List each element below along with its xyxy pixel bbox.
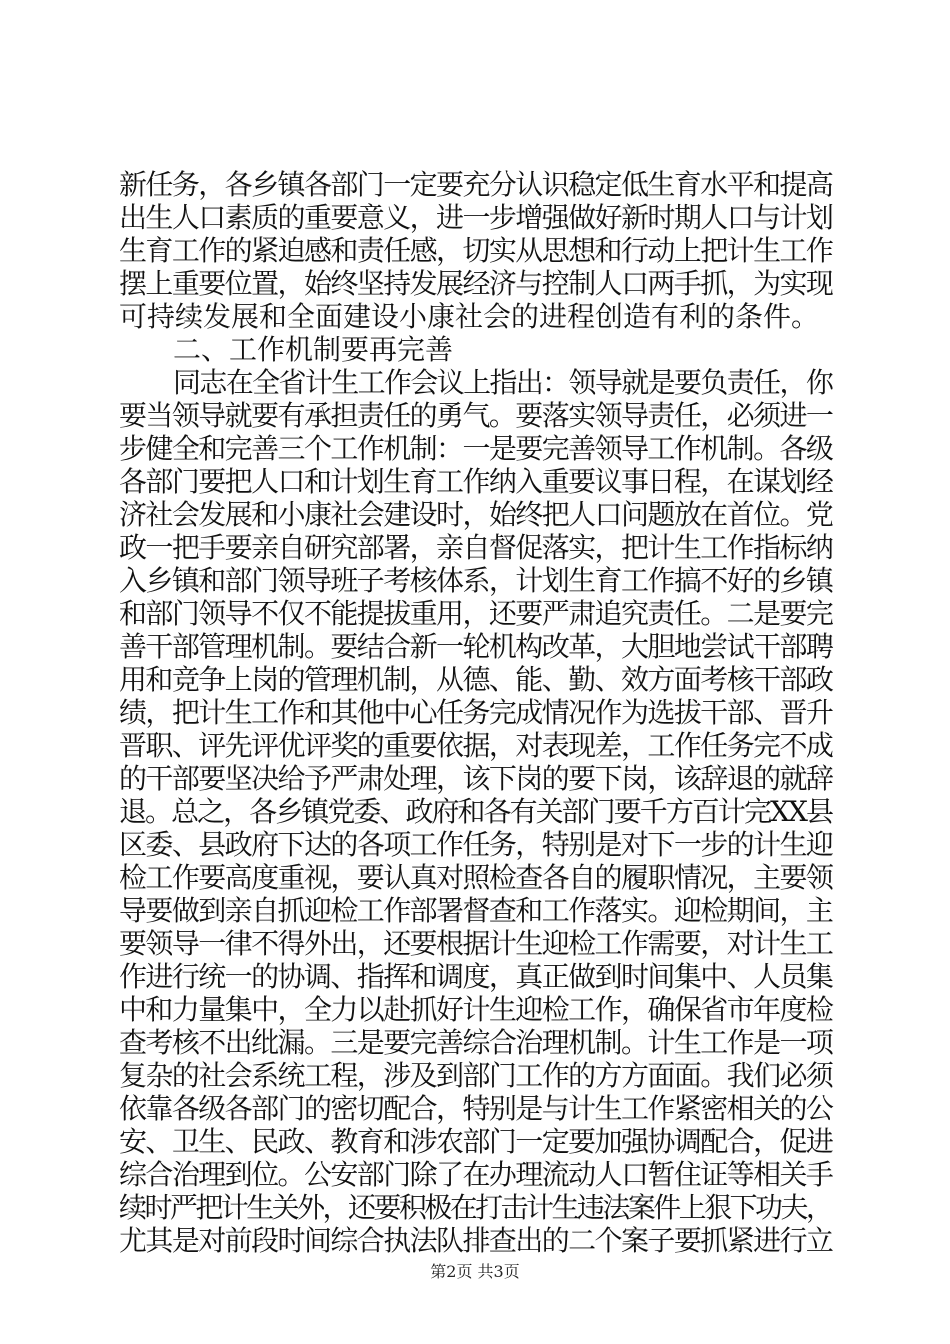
text-line: 依靠各级各部门的密切配合，特别是与计生工作紧密相关的公: [119, 1092, 833, 1125]
text-line: 晋职、评先评优评奖的重要依据，对表现差，工作任务完不成: [119, 729, 833, 762]
text-line: 作进行统一的协调、指挥和调度，真正做到时间集中、人员集: [119, 960, 833, 993]
text-line: 生育工作的紧迫感和责任感，切实从思想和行动上把计生工作: [119, 234, 833, 267]
text-line: 尤其是对前段时间综合执法队排查出的二个案子要抓紧进行立: [119, 1224, 833, 1257]
text-line: 续时严把计生关外，还要积极在打击计生违法案件上狠下功夫，: [119, 1191, 832, 1224]
section-heading: 二、工作机制要再完善: [173, 333, 454, 366]
text-line: 和部门领导不仅不能提拔重用，还要严肃追究责任。二是要完: [119, 597, 833, 630]
text-line: 复杂的社会系统工程，涉及到部门工作的方方面面。我们必须: [119, 1059, 833, 1092]
text-line: 入乡镇和部门领导班子考核体系，计划生育工作搞不好的乡镇: [119, 564, 833, 597]
text-line: 中和力量集中，全力以赴抓好计生迎检工作，确保省市年度检: [119, 993, 833, 1026]
text-line: 导要做到亲自抓迎检工作部署督查和工作落实。迎检期间，主: [119, 894, 833, 927]
text-line: 安、卫生、民政、教育和涉农部门一定要加强协调配合，促进: [119, 1125, 833, 1158]
text-line: 退。总之，各乡镇党委、政府和各有关部门要千方百计完XX县: [119, 795, 832, 828]
text-line: 的干部要坚决给予严肃处理，该下岗的要下岗，该辞退的就辞: [119, 762, 833, 795]
text-line: 区委、县政府下达的各项工作任务，特别是对下一步的计生迎: [119, 828, 833, 861]
text-line: 要当领导就要有承担责任的勇气。要落实领导责任，必须进一: [119, 399, 833, 432]
text-line: 绩，把计生工作和其他中心任务完成情况作为选拔干部、晋升: [119, 696, 833, 729]
text-line: 出生人口素质的重要意义，进一步增强做好新时期人口与计划: [119, 201, 833, 234]
body-text: [119, 168, 834, 1257]
text-line: 政一把手要亲自研究部署，亲自督促落实，把计生工作指标纳: [119, 531, 833, 564]
text-line: 要领导一律不得外出，还要根据计生迎检工作需要，对计生工: [119, 927, 833, 960]
text-line: 济社会发展和小康社会建设时，始终把人口问题放在首位。党: [119, 498, 833, 531]
text-line: 摆上重要位置，始终坚持发展经济与控制人口两手抓，为实现: [119, 267, 833, 300]
text-line: 善干部管理机制。要结合新一轮机构改革，大胆地尝试干部聘: [119, 630, 833, 663]
text-line: 新任务，各乡镇各部门一定要充分认识稳定低生育水平和提高: [119, 168, 833, 201]
text-line: 同志在全省计生工作会议上指出：领导就是要负责任，你: [173, 366, 833, 399]
page-footer: 第2页 共3页: [430, 1262, 520, 1281]
text-line: 可持续发展和全面建设小康社会的进程创造有利的条件。: [119, 300, 820, 333]
text-line: 检工作要高度重视，要认真对照检查各自的履职情况，主要领: [119, 861, 833, 894]
text-line: 各部门要把人口和计划生育工作纳入重要议事日程，在谋划经: [119, 465, 833, 498]
text-line: 步健全和完善三个工作机制：一是要完善领导工作机制。各级: [119, 432, 833, 465]
text-line: 用和竞争上岗的管理机制，从德、能、勤、效方面考核干部政: [119, 663, 833, 696]
text-line: 综合治理到位。公安部门除了在办理流动人口暂住证等相关手: [119, 1158, 833, 1191]
text-line: 查考核不出纰漏。三是要完善综合治理机制。计生工作是一项: [119, 1026, 833, 1059]
